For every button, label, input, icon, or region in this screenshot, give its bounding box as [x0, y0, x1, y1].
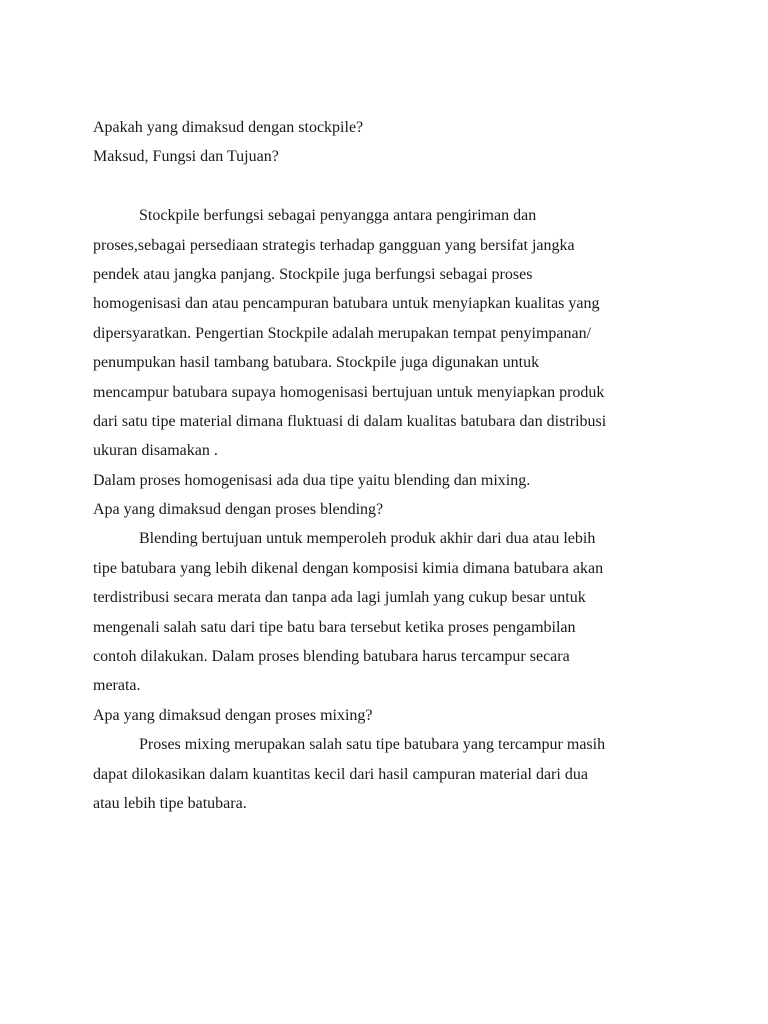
paragraph-line: dari satu tipe material dimana fluktuasi di dalam kualitas batubara dan distribusi: [93, 412, 607, 430]
paragraph-line: dapat dilokasikan dalam kuantitas kecil dari hasil campuran material dari dua: [93, 765, 588, 783]
document-body: [93, 113, 678, 818]
paragraph-line: contoh dilakukan. Dalam proses blending batubara harus tercampur secara: [93, 648, 570, 666]
question-blending: Apa yang dimaksud dengan proses blending?: [93, 501, 384, 519]
paragraph-line: mengenali salah satu dari tipe batu bara tersebut ketika proses pengambilan: [93, 618, 576, 636]
paragraph-line: Proses mixing merupakan salah satu tipe batubara yang tercampur masih: [139, 736, 606, 754]
blank-line: [93, 172, 678, 201]
sentence-homogenisasi: Dalam proses homogenisasi ada dua tipe yaitu blending dan mixing.: [93, 471, 531, 489]
paragraph-line: tipe batubara yang lebih dikenal dengan komposisi kimia dimana batubara akan: [93, 559, 604, 577]
paragraph-line: Blending bertujuan untuk memperoleh produk akhir dari dua atau lebih: [139, 530, 596, 548]
paragraph-line: pendek atau jangka panjang. Stockpile juga berfungsi sebagai proses: [93, 265, 533, 283]
paragraph-blending: [93, 524, 678, 700]
paragraph-line: Stockpile berfungsi sebagai penyangga antara pengiriman dan: [139, 207, 537, 225]
paragraph-stockpile: [93, 201, 678, 466]
paragraph-line: penumpukan hasil tambang batubara. Stockpile juga digunakan untuk: [93, 354, 540, 372]
paragraph-line: mencampur batubara supaya homogenisasi bertujuan untuk menyiapkan produk: [93, 383, 605, 401]
paragraph-line: dipersyaratkan. Pengertian Stockpile adalah merupakan tempat penyimpanan/: [93, 324, 592, 342]
heading-stockpile-question: Apakah yang dimaksud dengan stockpile?: [93, 119, 364, 136]
paragraph-line: ukuran disamakan .: [93, 442, 218, 460]
paragraph-line: terdistribusi secara merata dan tanpa ada lagi jumlah yang cukup besar untuk: [93, 589, 586, 607]
paragraph-line: homogenisasi dan atau pencampuran batubara untuk menyiapkan kualitas yang: [93, 295, 600, 313]
question-mixing: Apa yang dimaksud dengan proses mixing?: [93, 706, 373, 724]
heading-maksud-fungsi-tujuan: Maksud, Fungsi dan Tujuan?: [93, 148, 279, 166]
paragraph-line: proses,sebagai persediaan strategis terhadap gangguan yang bersifat jangka: [93, 236, 575, 254]
paragraph-line: atau lebih tipe batubara.: [93, 794, 247, 812]
paragraph-mixing: [93, 730, 678, 818]
paragraph-line: merata.: [93, 677, 141, 695]
